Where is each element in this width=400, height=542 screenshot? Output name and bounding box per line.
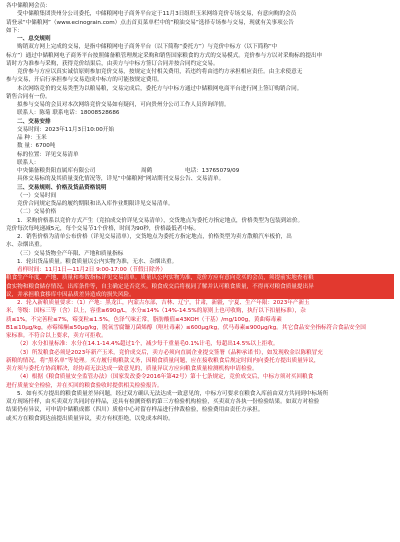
s3-sub3-line-1: 1．轮出货品质量。粮食质量以公内实物为准，无水、杂烟出重。 — [17, 258, 178, 265]
rule-3-line-3: 卖方须与委托方协商解决，经协商无法达成一致意见的，质量异议方应向粮食质量检测机构申请检验。 — [6, 366, 258, 372]
new-grain-line-5: 家标准。不符合以上要求，卖方可拒收。 — [6, 333, 107, 339]
s3-sub2-line-3: 2．销售价格为清单公布价格（详见交易清单），交货地点为委托方指定地点，价格类型为卖方散粮汽车板价，出 — [17, 234, 292, 240]
contact-person: 周鹤 — [141, 168, 153, 174]
s3-sub1-title: （一）交易时间 — [17, 192, 57, 199]
s1-p3-line-1: 本次网络竞价的交易类型为以粮易粮，交易完成后，委托方与中标方通过中储粮网电商平台进行网上签订购销合同。 — [17, 85, 303, 92]
contact-table-row — [6, 167, 394, 175]
s1-p1-line-2: 标方”）通过中储粮网电子商务平台按照储备粮管理规定采购和销售国家粮食的方式的交易模式。竞价参与方以对采购标的提出申 — [6, 52, 323, 59]
final-line-1: 5．如有买方提出的粮食质量差异问题，经过双方确认无法达成一致意见的，中标方可要求在粮食入库前由双方共同到中标场所 — [17, 390, 329, 397]
intro-line-2: 请登录“中储粮网”（www.ecinograin.com）点击首页菜单栏中的“粮油交易”选择专场参与交易，现就有关事项公告 — [6, 19, 294, 26]
s3-sub2-line-1: 1．采购价格系以竞价方式产生（竞拍成交价详见交易清单），交货地点为委托方指定地点，价格类型为包装到站价。 — [17, 217, 304, 224]
section-3-heading: 三、交易规则、价格及货品资格说明 — [17, 184, 107, 191]
trade-time: 交易时间：2023年11月3日10:00开始 — [17, 126, 114, 133]
rule-3-line-1: （3）所发粮食必须是2023年新产玉米，竞价成交后，卖方必须向直属企业提交签署《品种承诺书》，如发现收金以陈粮冒充 — [17, 349, 323, 356]
greeting: 各中储粮网会员： — [6, 3, 51, 9]
new-grain-line-4: B1≤10μg/kg，赤霉烯酮≤50μg/kg，脱氧雪腐镰刀菌烯醇（呕吐毒素）≤600μg/kg，伏马毒素≤900μg/kg。其它食品安全指标符合食品安全国 — [6, 324, 366, 331]
moisture-line: （2）水分扣量标准：水分在14.1-14.4%超过1个，减少每千重量毛0.1%计毛，每超出14.5%以上拒收。 — [17, 341, 279, 348]
rule-4-line-2: 进行质量安全检验，并在买回的粮食验收时提供相关检验报告。 — [6, 382, 163, 389]
variety: 品 种：玉米 — [17, 135, 47, 141]
s3-sub1-text: 竞价合同规定货品的履约期限和出入库作业期限详见交易清单。 — [17, 201, 174, 207]
s1-contact: 联系人：陈菊 联系电话：18008528686 — [17, 110, 120, 117]
contact-label: 联系人： — [17, 159, 40, 166]
s1-p2-line-2: 参与交易，开启行承担参与交易造成中标方的可能按规定费用。 — [6, 77, 163, 84]
location: 标的位置：详见交易清单 — [17, 151, 79, 158]
final-line-3: 结果仍有异议，可申请中储粮成都（四川）质检中心对留存样品进行仲裁检验，检验费用由责任方承担。 — [6, 407, 264, 414]
s3-sub2-line-4: 水、杂烟出重。 — [6, 242, 46, 249]
final-line-4: 或买方在粮食到达前提出质量异议，卖方有权拒绝，以免成本纠纷。 — [6, 415, 174, 422]
intro-line-3: 如下： — [6, 27, 23, 34]
quality-notice-line-2: 食实物和粮食储存情况，出库条件等，自主确定是否竞买。粮食成交后将视同了解并认可粮食质量，不得再对粮食质量提出异 — [6, 283, 394, 291]
s1-p1-line-3: 请时方为准参与采购，获得竞价结果后，由卖方与中标方签订合同并按合同约定交易。 — [6, 60, 219, 67]
viewing-time: 看样时间：11月1日—11月2日 9:00-17:00（节假日除外） — [17, 267, 166, 273]
contact-phone: 电话：13765079/09 — [185, 168, 240, 174]
quality-notice-line-3: 议，并承担粮食移库中因品质差异造成的损失风险。 — [6, 291, 394, 299]
s1-p3-line-2: 销售合同有一份。 — [6, 93, 51, 100]
s3-sub2-line-2: 竞价每次每吨递减5元，每个交易节1个价格，时间为90秒，价格最低者中标。 — [6, 225, 200, 232]
s1-p2-line-1: 竞价参与方应以真实诚信原则参加竞价交易，按规定支付相关费用，若违约将由违约方承担相应责任。由主求使意无 — [17, 69, 303, 75]
new-grain-line-3: 质≤1%，不完善粒≤7%，霉变粒≤1.5%，色泽气味正常，脂肪酸值≤43KOH（干基）/mg/100g，黄曲霉毒素 — [6, 316, 282, 323]
quantity: 数 量：6700吨 — [17, 143, 56, 150]
intro-line-1: 受中储粮集团贵州分公司委托，中储粮网电子商务平台定于11月3日组织玉米网络竞价专场交易，有意向购的会员 — [17, 11, 297, 18]
final-line-2: 双方现场扦样，由买卖双方共同封存样品，送具有检测资格的第三方检验机构检验，买卖双方各执一份检验结果。如双方对检验 — [6, 399, 320, 405]
rule-4-line-1: （4）根据《粮食质量安全监管办法》（国家发改委令2016年第42号）第十七条规定，竞价成交后，中标方须对买回粮食 — [17, 374, 314, 381]
s3-sub3-title: （三）交易货物全产年限、产地和质量指标 — [17, 250, 124, 257]
section-1-heading: 一、总交规则 — [17, 36, 51, 42]
new-grain-line-1: 2．轮入新粮质量要求：（1）产地：黑龙江，内蒙古东部，吉林、辽宁，甘肃，新疆，宁夏、生产年限：2023年产新玉 — [17, 300, 310, 306]
s2-note: 具体交易标的及其质量变化情况等，详见“中储粮网”网站期刊交易公告、交易清单。 — [17, 176, 225, 183]
quality-notice-line-1: 粮食生产年度、产地、质量和参数指标详见交易清单。质量认公内实物为准，竞价方应有意向竞买的会员，须提前实地查看粮 — [6, 274, 394, 282]
s1-p1-line-1: 购销双方网上完成的交易，是指中储粮网电子商务平台（以下简称“委托方”）与竞价中标方（以下简称“中 — [17, 44, 278, 51]
s1-p4-line-1: 拟参与交易的会员对本次网络竞价交易如有疑问，可向贵州分公司工作人员咨询详情。 — [17, 102, 230, 108]
section-2-heading: 二、交易安排 — [17, 118, 51, 125]
contact-company: 中央储备粮贵阳直属库有限公司 — [17, 168, 96, 174]
rule-3-line-2: 新粮的情况，将“黑名单”等处理。买方履行购粮款义务，因粮食质量问题，应在接收粮食后规定时间内向委托方提出质量异议， — [6, 357, 320, 364]
new-grain-line-2: 米，等级：国标三等（含）以上，容重≥690g/L，水分≤14%（14%-14.5%的原则上也可收购，执行以下扣量标准），杂 — [6, 308, 306, 315]
s3-sub2-title: （二）交易价格 — [17, 209, 57, 216]
